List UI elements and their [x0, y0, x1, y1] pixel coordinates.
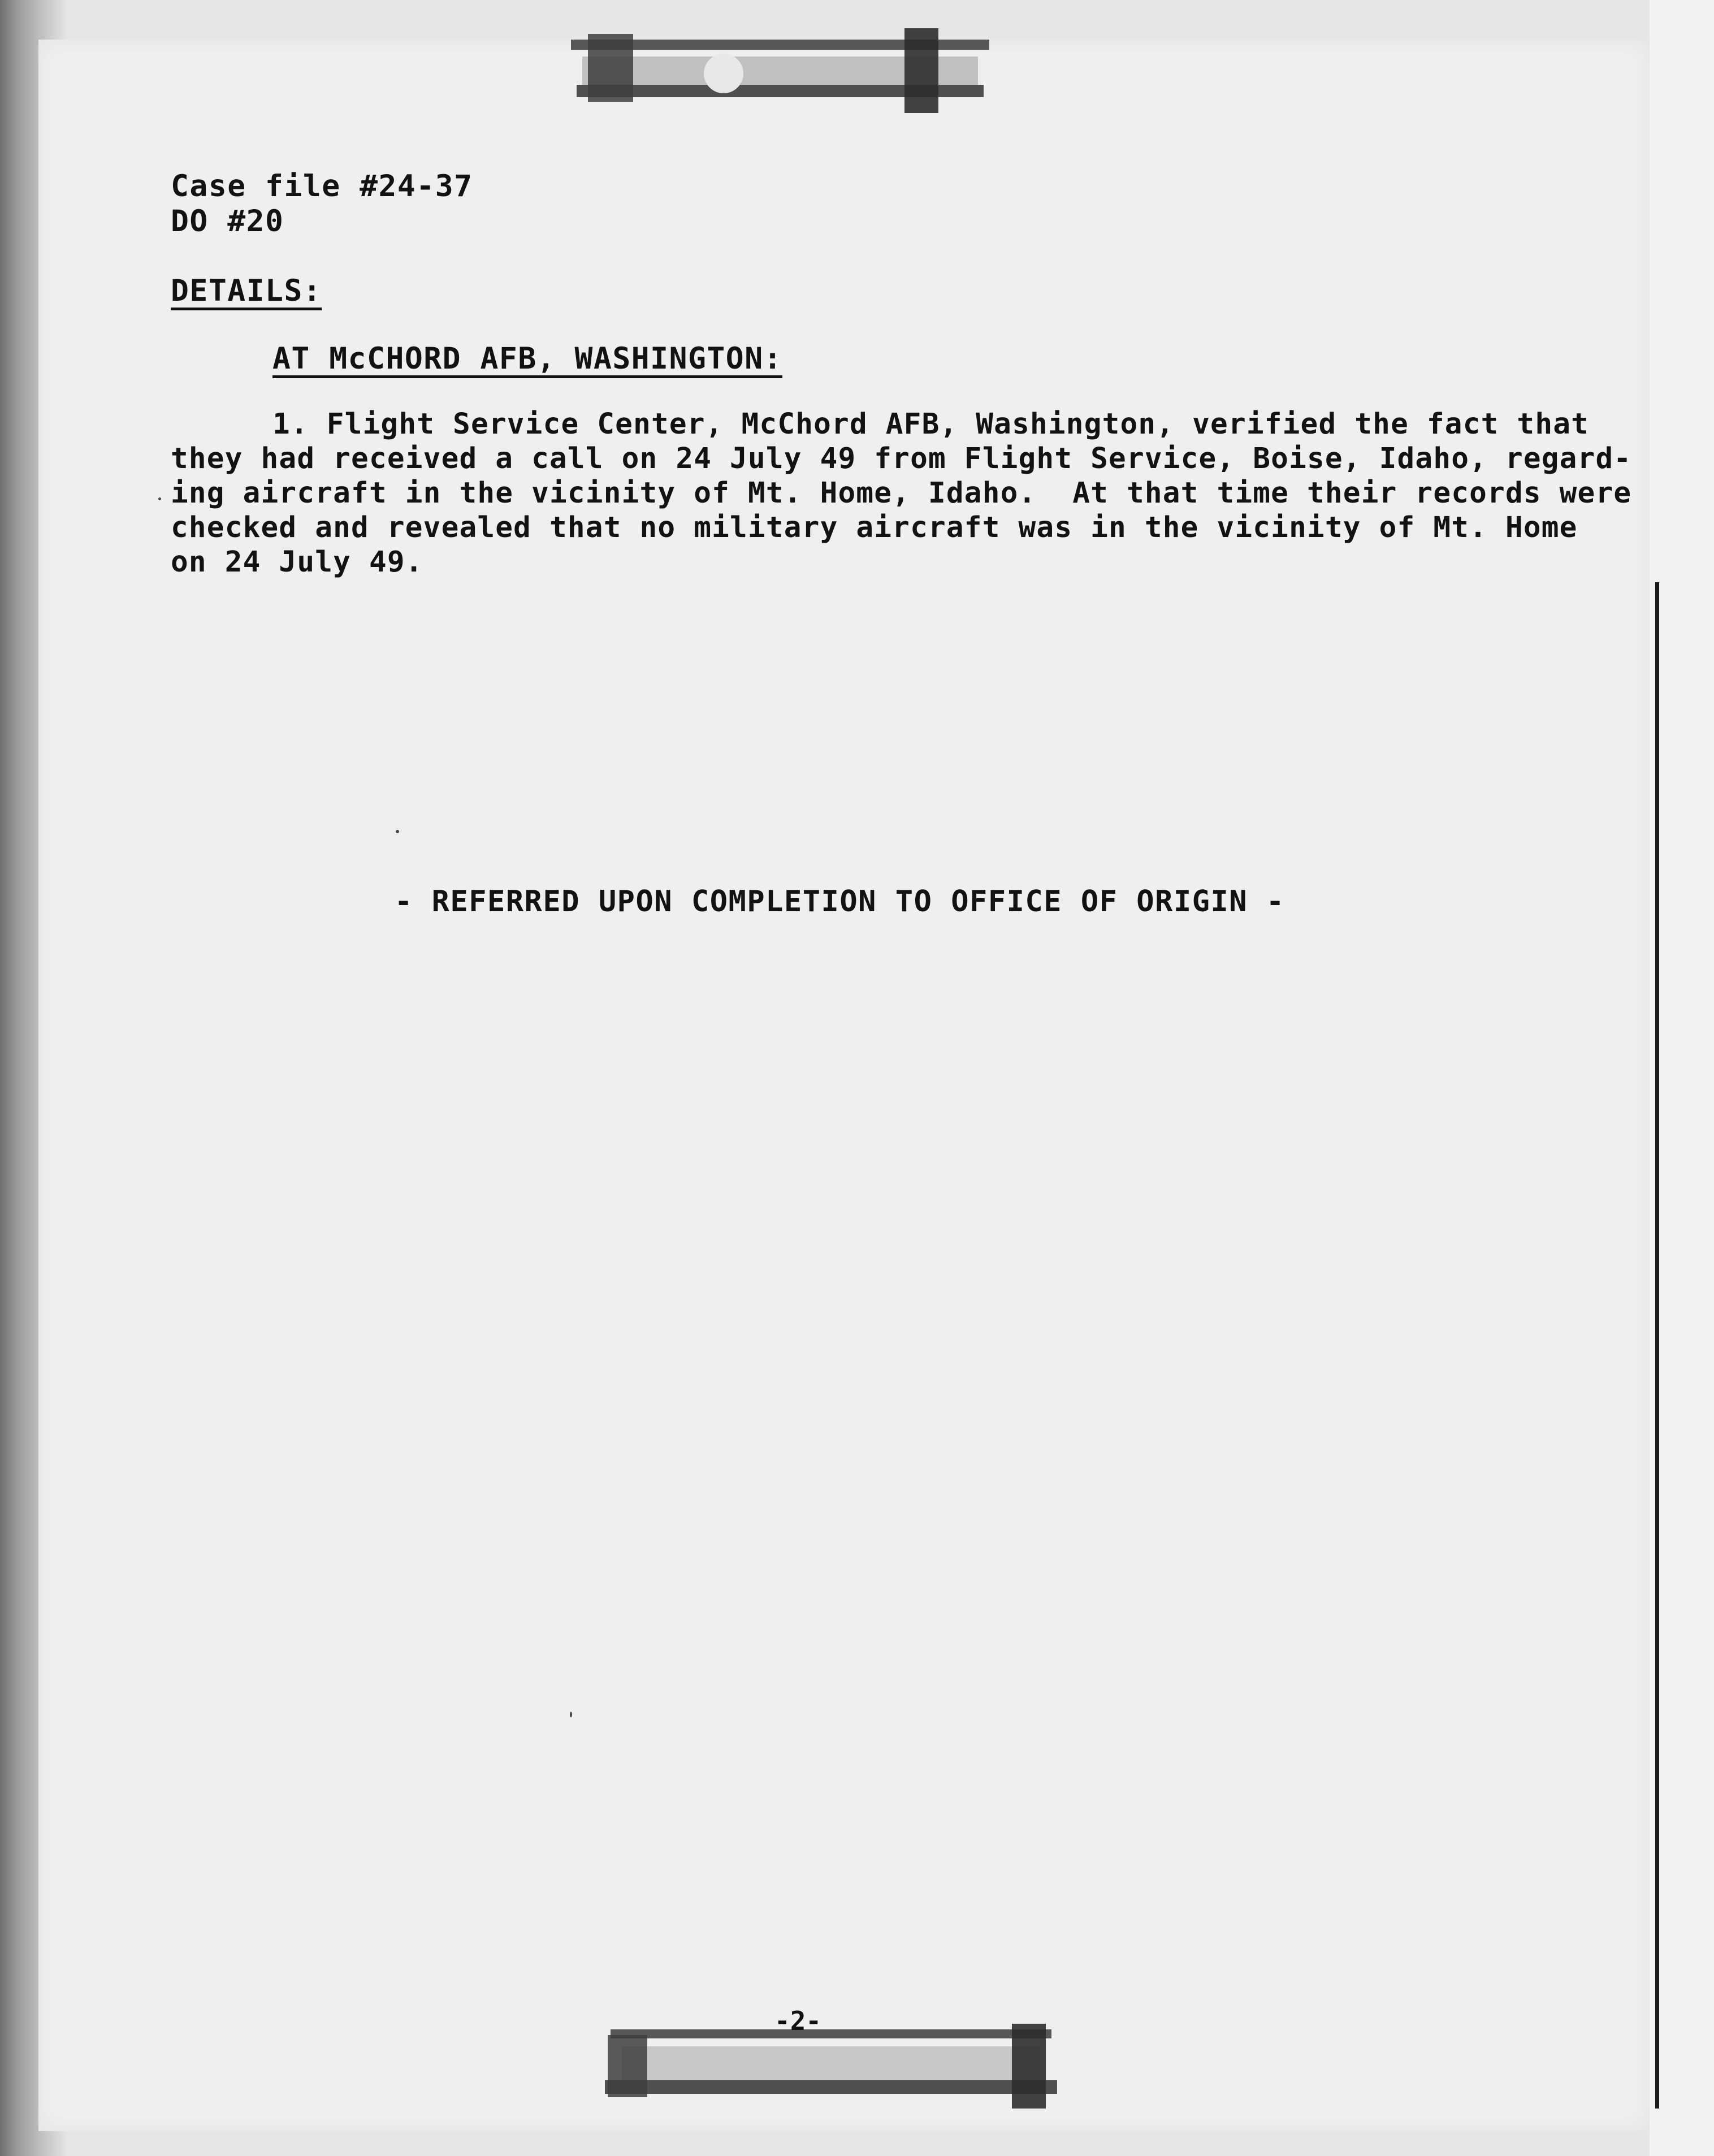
page-right-margin: [1650, 0, 1714, 2156]
paragraph-line: ing aircraft in the vicinity of Mt. Home, Idaho. At that time their records were: [171, 477, 1632, 510]
paragraph-line: they had received a call on 24 July 49 from Flight Service, Boise, Idaho, regard-: [171, 442, 1632, 475]
paragraph-line: checked and revealed that no military aircraft was in the vicinity of Mt. Home: [171, 511, 1578, 544]
scan-speck: [570, 1712, 572, 1717]
classification-stamp-redacted-bottom: [599, 2012, 1068, 2114]
scan-speck: [396, 830, 399, 833]
scan-speck: [158, 497, 161, 500]
do-number: DO #20: [171, 204, 284, 239]
paragraph-line: on 24 July 49.: [171, 546, 423, 579]
page-number: -2-: [774, 2006, 822, 2036]
details-heading: DETAILS:: [171, 274, 322, 308]
case-file-number: Case file #24-37: [171, 169, 473, 204]
paragraph-1: [171, 407, 1632, 579]
location-heading: AT McCHORD AFB, WASHINGTON:: [272, 341, 783, 376]
paragraph-line: 1. Flight Service Center, McChord AFB, Washington, verified the fact that: [272, 408, 1590, 441]
referral-note: - REFERRED UPON COMPLETION TO OFFICE OF ORIGIN -: [395, 885, 1285, 919]
page-edge-line: [1655, 582, 1659, 2109]
classification-stamp-redacted-top: [565, 23, 1006, 119]
